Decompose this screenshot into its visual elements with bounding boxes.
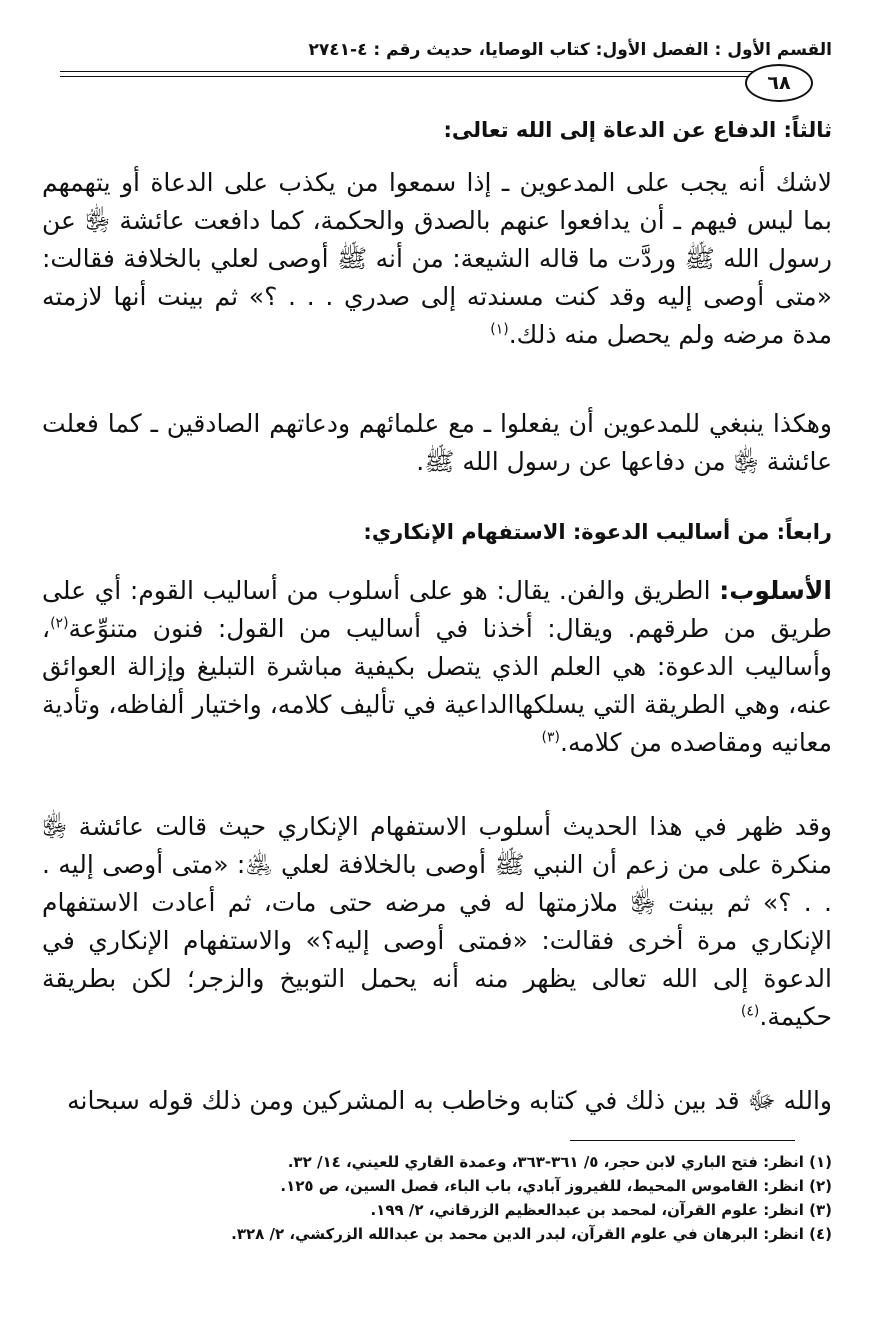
section-4-paragraph-2	[42, 808, 832, 1036]
footnote-ref-4: (٤)	[740, 1003, 760, 1020]
footnote-ref-1: (١)	[490, 321, 509, 338]
footnotes	[52, 1150, 832, 1246]
section-4-paragraph-1-text-b: ، وأساليب الدعوة: هي العلم الذي يتصل بكيفية مباشرة التبليغ وإزالة العوائق عنه، وهي الطريقة التي يسلكهاالداعية في تأليف كلامه، واختيار ألفاظه، وتأدية معانيه ومقاصده من كلامه.	[42, 614, 832, 757]
running-header: القسم الأول : الفصل الأول: كتاب الوصايا، حديث رقم : ٤-٢٧٤١	[308, 40, 832, 60]
section-4-paragraph-2-text: وقد ظهر في هذا الحديث أسلوب الاستفهام الإنكاري حيث قالت عائشة ﵂ منكرة على من زعم أن النبي ﷺ أوصى بالخلافة لعلي ﵁: «متى أوصى إليه . . . ؟» ثم بينت ﵂ ملازمتها له في مرضه حتى مات، ثم أعادت الاستفهام الإنكاري مرة أخرى فقالت: «فمتى أوصى إليه؟» والاستفهام الإنكاري في الدعوة إلى الله تعالى يظهر منه أنه يحمل التوبيخ والزجر؛ لكن بطريقة حكيمة.	[42, 812, 832, 1031]
page-number: ٦٨	[745, 64, 813, 102]
section-3-heading: ثالثاً: الدفاع عن الدعاة إلى الله تعالى:	[443, 118, 832, 142]
section-4-paragraph-1-text-a: الطريق والفن. يقال: هو على أسلوب من أساليب القوم: أي على طريق من طرقهم. ويقال: أخذنا في أساليب من القول: فنون متنوِّعة	[42, 576, 832, 643]
header-rule-top	[60, 71, 795, 72]
section-4-heading: رابعاً: من أساليب الدعوة: الاستفهام الإنكاري:	[363, 520, 832, 544]
footnote-separator	[570, 1140, 795, 1141]
header-rule-bottom	[60, 76, 795, 77]
section-4-paragraph-1	[42, 572, 832, 762]
footnote-3: (٣) انظر: علوم القرآن، لمحمد بن عبدالعظيم الزرقاني، ٢/ ١٩٩.	[370, 1201, 832, 1219]
section-3-paragraph-1	[42, 164, 832, 354]
definition-term: الأسلوب:	[719, 576, 832, 605]
footnote-1: (١) انظر: فتح الباري لابن حجر، ٥/ ٣٦١-٣٦٣، وعمدة القاري للعيني، ١٤/ ٣٢.	[287, 1153, 832, 1171]
footnote-4: (٤) انظر: البرهان في علوم القرآن، لبدر الدين محمد بن عبدالله الزركشي، ٢/ ٣٢٨.	[231, 1225, 832, 1243]
footnote-2: (٢) انظر: القاموس المحيط، للفيروز آبادي، باب الباء، فصل السين، ص ١٢٥.	[280, 1177, 832, 1195]
footnote-ref-2: (٢)	[50, 615, 69, 632]
section-3-paragraph-1-text: لاشك أنه يجب على المدعوين ـ إذا سمعوا من يكذب على الدعاة أو يتهمهم بما ليس فيهم ـ أن يدافعوا عنهم بالصدق والحكمة، كما دافعت عائشة ﵂ عن رسول الله ﷺ وردَّت ما قاله الشيعة: من أنه ﷺ أوصى لعلي بالخلافة فقالت: «متى أوصى إليه وقد كنت مسندته إلى صدري . . . ؟» ثم بينت أنها لازمته مدة مرضه ولم يحصل منه ذلك.	[42, 168, 832, 349]
footnote-ref-3: (٣)	[541, 729, 561, 746]
section-4-paragraph-3: والله ﷻ قد بين ذلك في كتابه وخاطب به المشركين ومن ذلك قوله سبحانه	[67, 1086, 832, 1115]
section-3-paragraph-2: وهكذا ينبغي للمدعوين أن يفعلوا ـ مع علمائهم ودعاتهم الصادقين ـ كما فعلت عائشة ﵂ من دفاعها عن رسول الله ﷺ.	[42, 409, 832, 476]
